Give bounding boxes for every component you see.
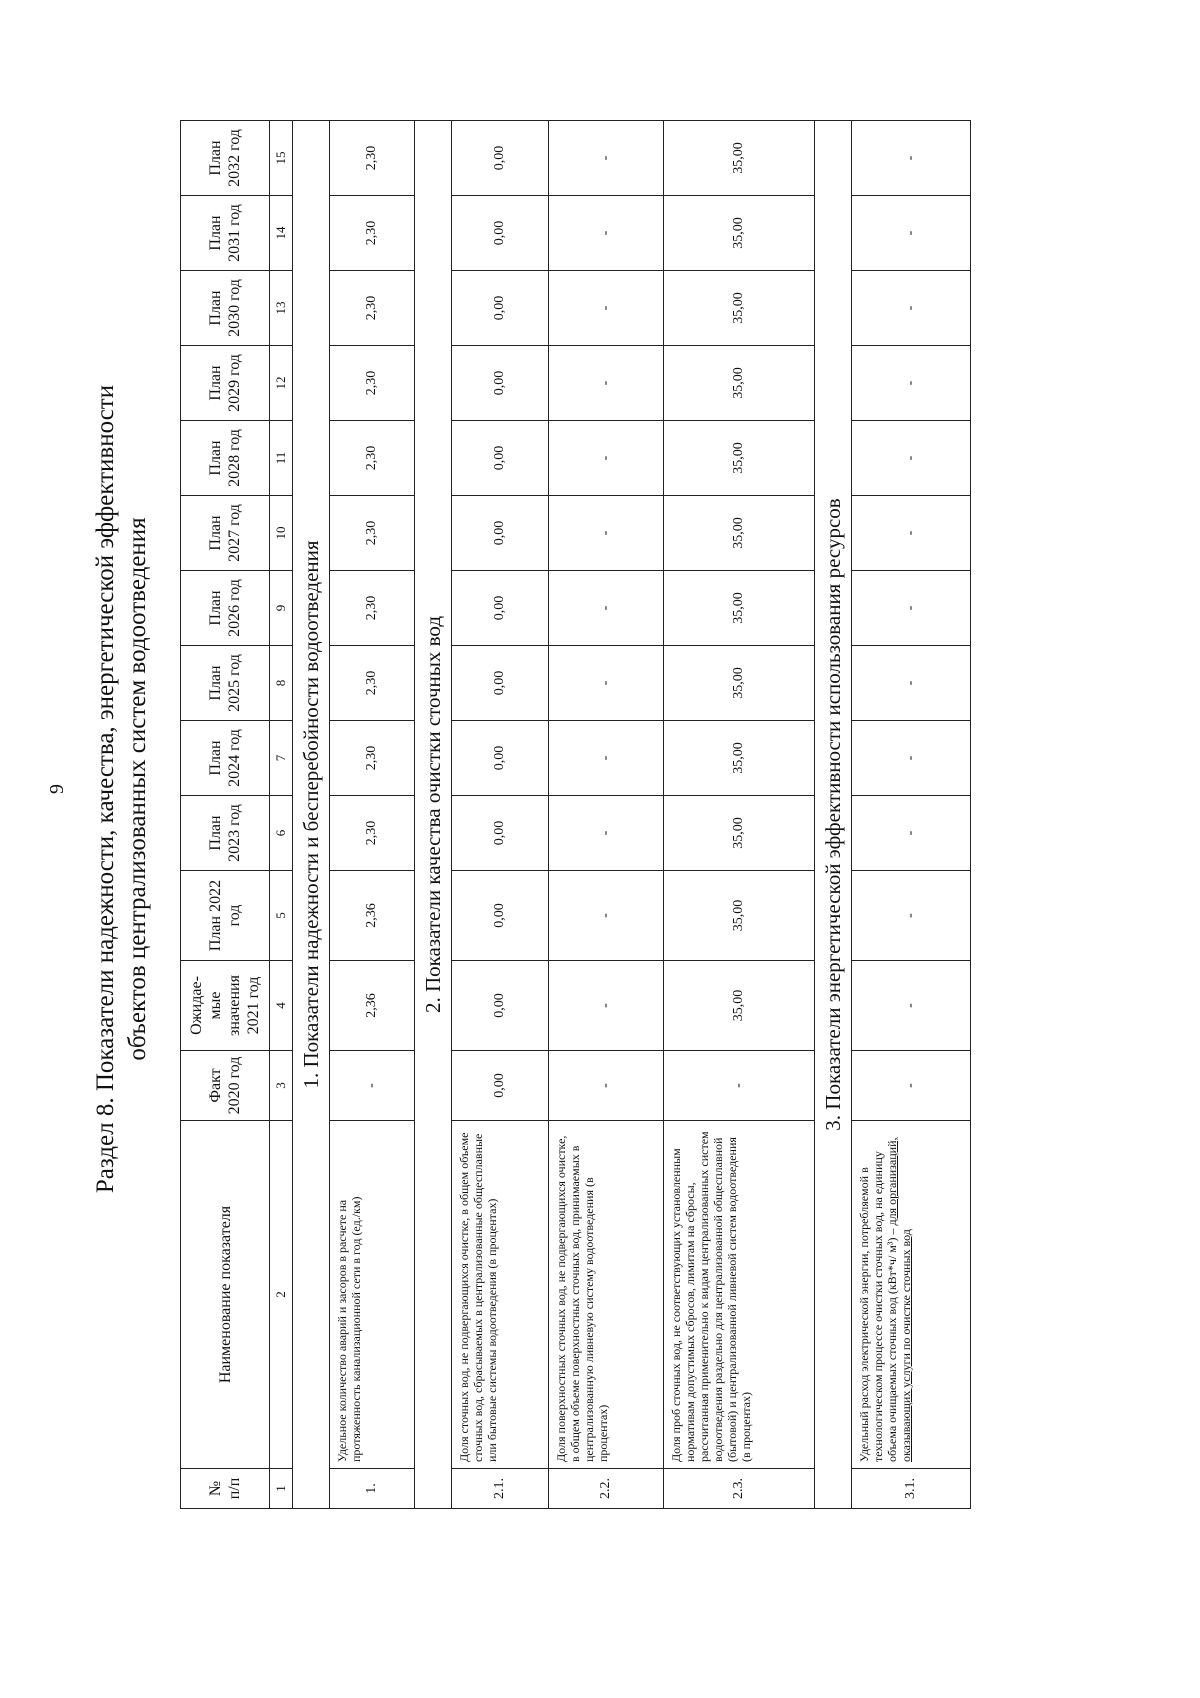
value-cell: 35,00 <box>664 121 815 196</box>
header-cell: Наименование показателя <box>181 1121 270 1469</box>
value-cell: - <box>852 496 971 571</box>
table-head <box>181 121 293 1509</box>
column-number-row <box>270 121 293 1509</box>
value-cell: 2,30 <box>330 271 415 346</box>
header-cell: План 2031 год <box>181 196 270 271</box>
value-cell: 35,00 <box>664 721 815 796</box>
header-cell: План 2032 год <box>181 121 270 196</box>
page-number: 9 <box>46 784 68 794</box>
value-cell: 35,00 <box>664 496 815 571</box>
value-cell: 0,00 <box>452 496 549 571</box>
value-cell: 0,00 <box>452 271 549 346</box>
value-cell: - <box>852 571 971 646</box>
indicator-name-text: Удельное количество аварий и засоров в расчете на протяженность канализационной сети в год (ед./км) <box>335 1196 363 1462</box>
column-number-cell: 9 <box>270 571 293 646</box>
indicator-name-text: Доля сточных вод, не подвергающихся очистке, в общем объеме сточных вод, сбрасываемых в централизованные общесплавные или бытовые системы водоотведения (в процентах) <box>457 1132 499 1462</box>
value-cell: - <box>549 346 664 421</box>
value-cell: 35,00 <box>664 346 815 421</box>
value-cell: - <box>852 721 971 796</box>
value-cell: - <box>852 121 971 196</box>
indicator-name <box>549 1121 664 1469</box>
value-cell: 2,30 <box>330 646 415 721</box>
value-cell: - <box>852 271 971 346</box>
title-line-2: объектов централизованных систем водоотведения <box>124 517 151 1061</box>
value-cell: 2,30 <box>330 496 415 571</box>
header-cell: План 2028 год <box>181 421 270 496</box>
table-body <box>293 121 971 1509</box>
indicator-name <box>664 1121 815 1469</box>
value-cell: 2,30 <box>330 346 415 421</box>
indicator-name-text: Доля поверхностных сточных вод, не подвергающихся очистке, в общем объеме поверхностных сточных вод, принимаемых в централизованную ливневую систему водоотведения (в процентах) <box>554 1135 610 1462</box>
value-cell: 35,00 <box>664 571 815 646</box>
value-cell: 2,36 <box>330 871 415 961</box>
value-cell: - <box>852 796 971 871</box>
value-cell: 0,00 <box>452 196 549 271</box>
value-cell: 35,00 <box>664 961 815 1051</box>
row-number: 2.1. <box>452 1469 549 1509</box>
value-cell: 35,00 <box>664 796 815 871</box>
column-number-cell: 2 <box>270 1121 293 1469</box>
indicator-name-text: Удельный расход электрической энергии, потребляемой в технологическом процессе очистки сточных вод, на единицу объема очищаемых сточных вод (кВт*ч/ м³) – <box>857 1151 899 1462</box>
value-cell: 0,00 <box>452 421 549 496</box>
value-cell: 2,30 <box>330 121 415 196</box>
value-cell: - <box>549 796 664 871</box>
section-title: 3. Показатели энергетической эффективности использования ресурсов <box>815 121 852 1509</box>
header-cell: План 2025 год <box>181 646 270 721</box>
column-number-cell: 1 <box>270 1469 293 1509</box>
table-row <box>452 121 549 1509</box>
column-number-cell: 7 <box>270 721 293 796</box>
title-line-1: Раздел 8. Показатели надежности, качества, энергетической эффективности <box>92 384 119 1194</box>
table-row <box>852 121 971 1509</box>
value-cell: - <box>549 961 664 1051</box>
value-cell: - <box>330 1051 415 1121</box>
indicator-name-text: Доля проб сточных вод, не соответствующих установленным нормативам допустимых сбросов, лимитам на сбросы, рассчитанная применительно к видам централизованных систем водоотведения раздельно для централизованной общесплавной (бытовой) и централизованной ливневой систем водоотведения (в процентах) <box>669 1131 753 1462</box>
column-number-cell: 15 <box>270 121 293 196</box>
value-cell: - <box>852 961 971 1051</box>
value-cell: 0,00 <box>452 721 549 796</box>
table-row <box>330 121 415 1509</box>
header-cell: Ожидае-мые значения 2021 год <box>181 961 270 1051</box>
section-title: 1. Показатели надежности и бесперебойности водоотведения <box>293 121 330 1509</box>
section-row <box>815 121 852 1509</box>
value-cell: 2,30 <box>330 571 415 646</box>
value-cell: - <box>549 121 664 196</box>
header-cell: План 2026 год <box>181 571 270 646</box>
header-cell: План 2030 год <box>181 271 270 346</box>
value-cell: - <box>852 346 971 421</box>
table-row <box>549 121 664 1509</box>
value-cell: 35,00 <box>664 646 815 721</box>
value-cell: - <box>852 1051 971 1121</box>
value-cell: - <box>549 421 664 496</box>
value-cell: - <box>549 871 664 961</box>
header-cell: План 2022 год <box>181 871 270 961</box>
value-cell: 0,00 <box>452 871 549 961</box>
column-number-cell: 13 <box>270 271 293 346</box>
value-cell: - <box>549 271 664 346</box>
value-cell: 2,30 <box>330 721 415 796</box>
value-cell: - <box>549 196 664 271</box>
column-number-cell: 5 <box>270 871 293 961</box>
value-cell: 35,00 <box>664 871 815 961</box>
header-row <box>181 121 270 1509</box>
value-cell: - <box>852 196 971 271</box>
row-number: 3.1. <box>852 1469 971 1509</box>
value-cell: 0,00 <box>452 571 549 646</box>
header-cell: План 2029 год <box>181 346 270 421</box>
indicator-name-underlined: для организаций, оказывающих услуги по очистке сточных вод <box>885 1137 913 1462</box>
header-cell: № п/п <box>181 1469 270 1509</box>
column-number-cell: 14 <box>270 196 293 271</box>
value-cell: 0,00 <box>452 121 549 196</box>
value-cell: - <box>852 646 971 721</box>
column-number-cell: 3 <box>270 1051 293 1121</box>
column-number-cell: 8 <box>270 646 293 721</box>
header-cell: План 2027 год <box>181 496 270 571</box>
column-number-cell: 12 <box>270 346 293 421</box>
value-cell: 0,00 <box>452 961 549 1051</box>
column-number-cell: 6 <box>270 796 293 871</box>
value-cell: - <box>852 421 971 496</box>
value-cell: - <box>664 1051 815 1121</box>
indicator-name <box>330 1121 415 1469</box>
indicator-name <box>852 1121 971 1469</box>
value-cell: - <box>852 871 971 961</box>
row-number: 1. <box>330 1469 415 1509</box>
rotated-sheet <box>40 9 1160 1569</box>
value-cell: 2,36 <box>330 961 415 1051</box>
value-cell: - <box>549 571 664 646</box>
column-number-cell: 4 <box>270 961 293 1051</box>
row-number: 2.3. <box>664 1469 815 1509</box>
header-cell: План 2024 год <box>181 721 270 796</box>
value-cell: - <box>549 646 664 721</box>
value-cell: 0,00 <box>452 646 549 721</box>
header-cell: План 2023 год <box>181 796 270 871</box>
value-cell: - <box>549 1051 664 1121</box>
indicators-table <box>180 120 971 1509</box>
indicator-name <box>452 1121 549 1469</box>
value-cell: 35,00 <box>664 271 815 346</box>
column-number-cell: 10 <box>270 496 293 571</box>
value-cell: 2,30 <box>330 421 415 496</box>
value-cell: - <box>549 496 664 571</box>
section-row <box>415 121 452 1509</box>
value-cell: 2,30 <box>330 796 415 871</box>
section-row <box>293 121 330 1509</box>
value-cell: 0,00 <box>452 346 549 421</box>
section-title: 2. Показатели качества очистки сточных вод <box>415 121 452 1509</box>
value-cell: 35,00 <box>664 421 815 496</box>
header-cell: Факт 2020 год <box>181 1051 270 1121</box>
table-row <box>664 121 815 1509</box>
row-number: 2.2. <box>549 1469 664 1509</box>
value-cell: 2,30 <box>330 196 415 271</box>
value-cell: 0,00 <box>452 796 549 871</box>
column-number-cell: 11 <box>270 421 293 496</box>
page-title <box>90 9 154 1569</box>
value-cell: - <box>549 721 664 796</box>
value-cell: 35,00 <box>664 196 815 271</box>
value-cell: 0,00 <box>452 1051 549 1121</box>
